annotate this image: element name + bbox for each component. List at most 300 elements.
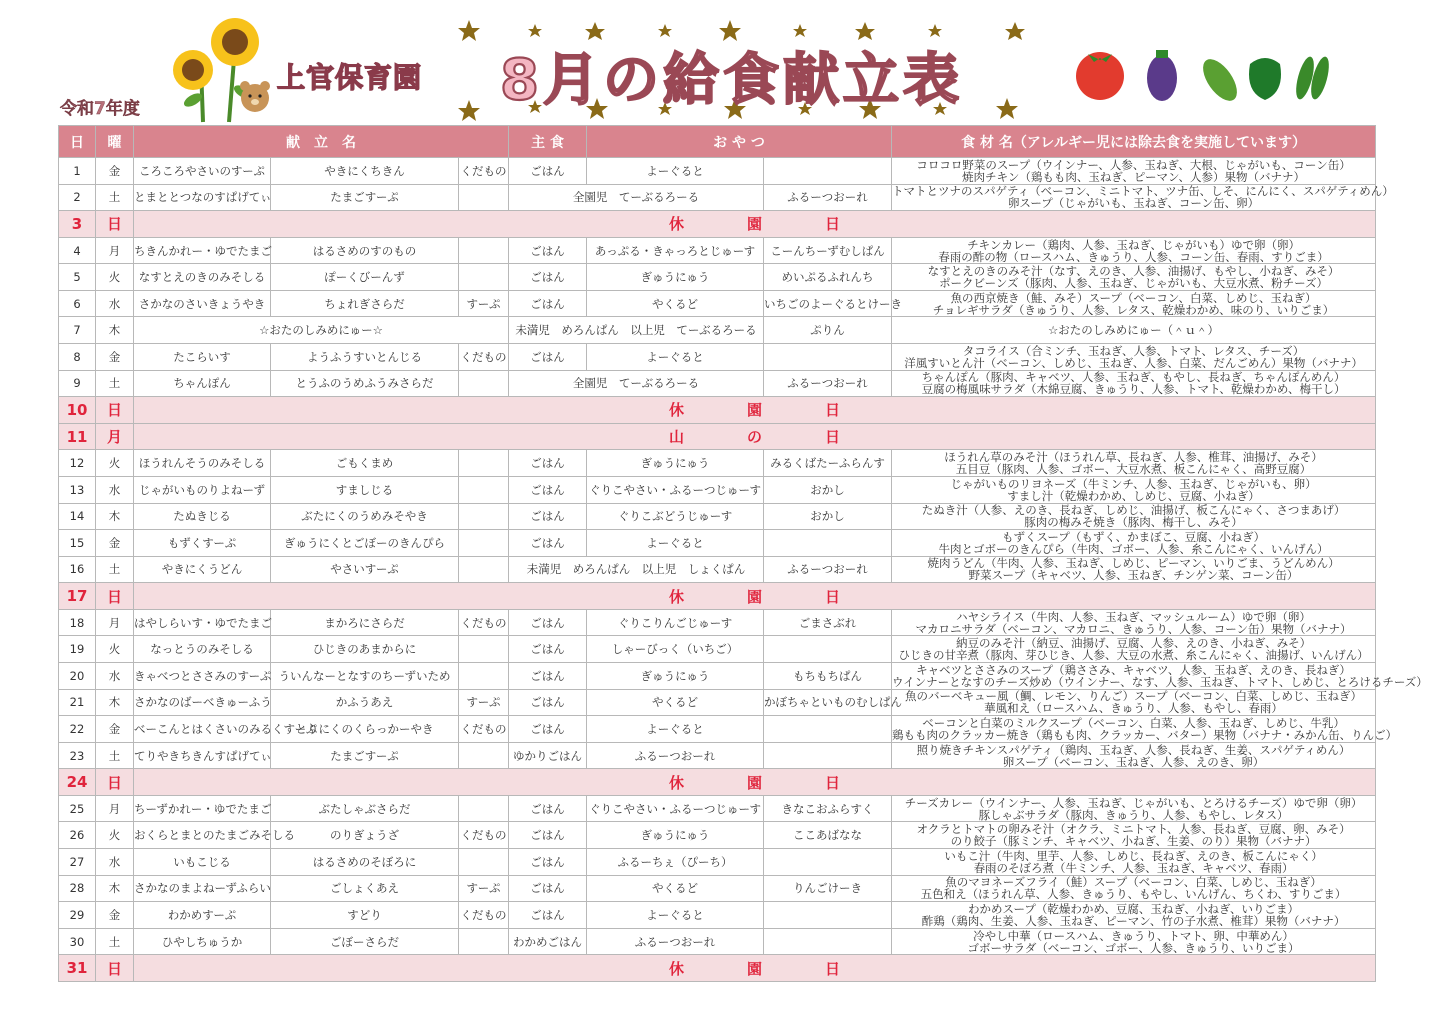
day-cell: 10	[59, 397, 96, 424]
weekday-cell: 日	[96, 397, 134, 424]
dish-extra-cell: くだもの	[459, 609, 509, 636]
ingredients-line: 春雨のそぼろ煮（牛ミンチ、人参、玉ねぎ、キャベツ、春雨）	[973, 860, 1294, 875]
ingredients-line: 魚のバーベキュー風（鯛、レモン、りんご）スープ（ベーコン、白菜、しめじ、玉ねぎ）	[905, 689, 1363, 704]
col-staple: 主 食	[509, 126, 587, 158]
ingredients-line: チョレギサラダ（きゅうり、人参、レタス、乾燥わかめ、味のり、いりごま）	[932, 302, 1335, 317]
snack-cell: ぎゅうにゅう	[587, 450, 764, 477]
col-ingredients: 食 材 名（アレルギー児には除去食を実施しています）	[892, 126, 1376, 158]
ingredients-line: もずくスープ（もずく、かまぼこ、豆腐、小ねぎ）	[1001, 529, 1266, 544]
dish-cell: やきにくうどん	[134, 556, 271, 583]
dish-cell: とまととつなのすぱげてぃ	[134, 184, 271, 211]
dish-cell: ひやしちゅうか	[134, 928, 271, 955]
staple-cell: ごはん	[509, 662, 587, 689]
dish-cell: ごしょくあえ	[271, 875, 459, 902]
ingredients-cell	[892, 290, 1376, 317]
snack-cell: りんごけーき	[764, 875, 892, 902]
staple-cell: ごはん	[509, 344, 587, 371]
ingredients-line: マカロニサラダ（ベーコン、マカロニ、きゅうり、人参、コーン缶）果物（バナナ）	[915, 621, 1352, 636]
ingredients-line: 牛肉とゴボーのきんぴら（牛肉、ゴボー、人参、糸こんにゃく、いんげん）	[938, 541, 1329, 556]
weekday-cell: 水	[96, 476, 134, 503]
table-row	[59, 689, 1376, 716]
dish-cell: べーこんとはくさいのみるくすーぷ	[134, 716, 271, 743]
snack-cell	[764, 928, 892, 955]
snack-cell: ぐりこやさい・ふるーつじゅーす	[587, 795, 764, 822]
ingredients-line: ひじきの甘辛煮（豚肉、芽ひじき、人参、大豆の水煮、糸こんにゃく、油揚げ、いんげん）	[898, 648, 1369, 663]
ingredients-line: タコライス（合ミンチ、玉ねぎ、人参、トマト、レタス、チーズ）	[962, 343, 1305, 358]
snack-cell: ぷりん	[764, 317, 892, 344]
dish-extra-cell: くだもの	[459, 344, 509, 371]
dish-cell: すどり	[271, 902, 459, 929]
snack-cell: きなこおふらすく	[764, 795, 892, 822]
staple-cell: ごはん	[509, 849, 587, 876]
dish-cell: ぶたにくのうめみそやき	[271, 503, 459, 530]
weekday-cell: 月	[96, 795, 134, 822]
table-row	[59, 344, 1376, 371]
weekday-cell: 木	[96, 689, 134, 716]
snack-cell: ぐりこやさい・ふるーつじゅーす	[587, 476, 764, 503]
weekday-cell: 土	[96, 928, 134, 955]
dish-cell: さかなのまよねーずふらい	[134, 875, 271, 902]
closed-label-char: 日	[825, 215, 841, 234]
ingredients-line: たぬき汁（人参、えのき、長ねぎ、しめじ、油揚げ、板こんにゃく、さつまあげ）	[921, 503, 1346, 518]
day-cell: 17	[59, 583, 96, 610]
day-cell: 19	[59, 636, 96, 663]
dish-extra-cell: くだもの	[459, 716, 509, 743]
ingredients-line: 焼肉チキン（鶏もも肉、玉ねぎ、ピーマン、人参）果物（バナナ）	[962, 169, 1306, 184]
day-cell: 29	[59, 902, 96, 929]
staple-cell: ごはん	[509, 450, 587, 477]
weekday-cell: 火	[96, 636, 134, 663]
dish-extra-cell	[459, 636, 509, 663]
dish-cell: ぽーくびーんず	[271, 264, 459, 291]
table-row	[59, 636, 1376, 663]
staple-cell: 全園児 てーぶるろーる	[509, 370, 764, 397]
ingredients-cell	[892, 822, 1376, 849]
closed-label-char: 日	[825, 587, 841, 606]
table-row	[59, 530, 1376, 557]
staple-cell: ごはん	[509, 902, 587, 929]
dish-cell: とりにくのくらっかーやき	[271, 716, 459, 743]
day-cell: 9	[59, 370, 96, 397]
day-cell: 27	[59, 849, 96, 876]
table-row	[59, 609, 1376, 636]
table-header	[59, 126, 1376, 158]
ingredients-cell	[892, 875, 1376, 902]
snack-cell: しゃーびっく（いちご）	[587, 636, 764, 663]
weekday-cell: 土	[96, 742, 134, 769]
dish-cell: ちゃんぽん	[134, 370, 271, 397]
closed-label-char: 休	[669, 401, 685, 420]
dish-cell: ぎゅうにくとごぼーのきんぴら	[271, 530, 459, 557]
table-row	[59, 211, 1376, 238]
staple-cell: ごはん	[509, 264, 587, 291]
ingredients-cell	[892, 636, 1376, 663]
dish-extra-cell: くだもの	[459, 902, 509, 929]
day-cell: 30	[59, 928, 96, 955]
snack-cell: よーぐると	[587, 158, 764, 185]
staple-cell: ごはん	[509, 875, 587, 902]
ingredients-line: 鶏もも肉のクラッカー焼き（鶏もも肉、クラッカー、バター）果物（バナナ・みかん缶、りんご）	[892, 727, 1398, 742]
dish-cell: やさいすーぷ	[271, 556, 459, 583]
dish-cell: ごもくまめ	[271, 450, 459, 477]
table-row	[59, 795, 1376, 822]
weekday-cell: 金	[96, 344, 134, 371]
closed-label	[134, 955, 1376, 982]
ingredients-line: なすとえのきのみそ汁（なす、えのき、人参、油揚げ、もやし、小ねぎ、みそ）	[927, 264, 1340, 279]
table-row	[59, 423, 1376, 450]
dish-extra-cell: くだもの	[459, 158, 509, 185]
ingredients-cell	[892, 237, 1376, 264]
dish-cell: てりやきちきんすぱげてぃ	[134, 742, 271, 769]
snack-cell: ごまさぶれ	[764, 609, 892, 636]
closed-label-char: 園	[747, 215, 763, 234]
snack-cell: もちもちぱん	[764, 662, 892, 689]
weekday-cell: 水	[96, 290, 134, 317]
ingredients-cell	[892, 476, 1376, 503]
weekday-cell: 木	[96, 317, 134, 344]
dish-cell: たぬきじる	[134, 503, 271, 530]
ingredients-line: トマトとツナのスパゲティ（ベーコン、ミニトマト、ツナ缶、しそ、にんにく、スパゲティめん）	[892, 184, 1394, 199]
snack-cell: やくるど	[587, 290, 764, 317]
ingredients-line: 酢鶏（鶏肉、生姜、人参、玉ねぎ、ピーマン、竹の子水煮、椎茸）果物（バナナ）	[921, 913, 1346, 928]
table-row	[59, 822, 1376, 849]
ingredients-cell	[892, 742, 1376, 769]
staple-cell: ごはん	[509, 476, 587, 503]
weekday-cell: 木	[96, 503, 134, 530]
snack-cell: おかし	[764, 503, 892, 530]
weekday-cell: 金	[96, 902, 134, 929]
day-cell: 25	[59, 795, 96, 822]
dish-extra-cell	[459, 450, 509, 477]
dish-cell: とうふのうめふうみさらだ	[271, 370, 459, 397]
school-name: 上官保育園	[277, 61, 423, 94]
dish-cell: ひじきのあまからに	[271, 636, 459, 663]
table-row	[59, 662, 1376, 689]
staple-cell: 全園児 てーぶるろーる	[509, 184, 764, 211]
table-row	[59, 450, 1376, 477]
snack-cell	[764, 344, 892, 371]
day-cell: 3	[59, 211, 96, 238]
snack-cell: やくるど	[587, 689, 764, 716]
ingredients-line: のり餃子（豚ミンチ、キャベツ、小ねぎ、生姜、のり）果物（バナナ）	[950, 834, 1317, 849]
dish-cell: のりぎょうざ	[271, 822, 459, 849]
closed-label-char: 休	[669, 215, 685, 234]
day-cell: 23	[59, 742, 96, 769]
ingredients-cell	[892, 902, 1376, 929]
snack-cell: ぎゅうにゅう	[587, 822, 764, 849]
dish-cell: たまごすーぷ	[271, 742, 459, 769]
dish-cell: なっとうのみそしる	[134, 636, 271, 663]
ingredients-line: 五色和え（ほうれん草、人参、きゅうり、もやし、いんげん、ちくわ、すりごま）	[920, 887, 1347, 902]
table-row	[59, 503, 1376, 530]
ingredients-line: ゴボーサラダ（ベーコン、ゴボー、人参、きゅうり、いりごま）	[967, 940, 1300, 955]
col-dish: 献 立 名	[134, 126, 509, 158]
staple-cell: ごはん	[509, 822, 587, 849]
ingredients-line: ハヤシライス（牛肉、人参、玉ねぎ、マッシュルーム）ゆで卵（卵）	[956, 609, 1311, 624]
table-row	[59, 955, 1376, 982]
closed-label	[134, 423, 1376, 450]
dish-cell: ちょれぎさらだ	[271, 290, 459, 317]
ingredients-line: オクラとトマトの卵みそ汁（オクラ、ミニトマト、人参、長ねぎ、豆腐、卵、みそ）	[916, 822, 1351, 837]
staple-cell: ごはん	[509, 795, 587, 822]
dish-extra-cell	[459, 184, 509, 211]
ingredients-line: チキンカレー（鶏肉、人参、玉ねぎ、じゃがいも）ゆで卵（卵）	[967, 237, 1300, 252]
ingredients-cell	[892, 849, 1376, 876]
day-cell: 12	[59, 450, 96, 477]
snack-cell: おかし	[764, 476, 892, 503]
staple-cell: 未満児 めろんぱん 以上児 てーぶるろーる	[509, 317, 764, 344]
dish-cell: もずくすーぷ	[134, 530, 271, 557]
day-cell: 8	[59, 344, 96, 371]
closed-label-char: 休	[669, 773, 685, 792]
snack-cell	[764, 849, 892, 876]
table-row	[59, 716, 1376, 743]
dish-cell: ようふうすいとんじる	[271, 344, 459, 371]
staple-cell: ごはん	[509, 530, 587, 557]
ingredients-line: わかめスープ（乾燥わかめ、豆腐、玉ねぎ、小ねぎ、いりごま）	[968, 901, 1300, 916]
page-header	[0, 0, 1433, 124]
closed-label-char: 山	[669, 428, 685, 447]
snack-cell: いちごのよーぐるとけーき	[764, 290, 892, 317]
ingredients-line: ポークビーンズ（豚肉、人参、玉ねぎ、じゃがいも、大豆水煮、粉チーズ）	[939, 276, 1328, 291]
ingredients-cell	[892, 450, 1376, 477]
day-cell: 21	[59, 689, 96, 716]
table-row	[59, 370, 1376, 397]
ingredients-line: 卵スープ（じゃがいも、玉ねぎ、コーン缶、卵）	[1007, 196, 1260, 211]
weekday-cell: 金	[96, 716, 134, 743]
dish-cell: はるさめのそぼろに	[271, 849, 459, 876]
dish-extra-cell: すーぷ	[459, 875, 509, 902]
weekday-cell: 日	[96, 211, 134, 238]
snack-cell: よーぐると	[587, 902, 764, 929]
dish-cell: ちきんかれー・ゆでたまご	[134, 237, 271, 264]
snack-cell: ぐりこりんごじゅーす	[587, 609, 764, 636]
dish-extra-cell	[459, 928, 509, 955]
staple-cell: ごはん	[509, 503, 587, 530]
ingredients-line: ベーコンと白菜のミルクスープ（ベーコン、白菜、人参、玉ねぎ、しめじ、牛乳）	[922, 715, 1345, 730]
ingredients-line: 野菜スープ（キャベツ、人参、玉ねぎ、チンゲン菜、コーン缶）	[968, 568, 1299, 583]
day-cell: 14	[59, 503, 96, 530]
dish-extra-cell	[459, 237, 509, 264]
table-row	[59, 264, 1376, 291]
closed-label	[134, 583, 1376, 610]
ingredients-cell	[892, 158, 1376, 185]
ingredients-line: チーズカレー（ウインナー、人参、玉ねぎ、じゃがいも、とろけるチーズ）ゆで卵（卵）	[904, 795, 1363, 810]
snack-cell: ぎゅうにゅう	[587, 662, 764, 689]
dish-cell: わかめすーぷ	[134, 902, 271, 929]
snack-cell	[764, 902, 892, 929]
dish-extra-cell	[459, 662, 509, 689]
ingredients-cell	[892, 370, 1376, 397]
dish-cell: すましじる	[271, 476, 459, 503]
ingredients-line: ほうれん草のみそ汁（ほうれん草、長ねぎ、人参、椎茸、油揚げ、みそ）	[944, 450, 1323, 465]
dish-cell: ぶたしゃぶさらだ	[271, 795, 459, 822]
dish-extra-cell: すーぷ	[459, 290, 509, 317]
ingredients-cell	[892, 503, 1376, 530]
weekday-cell: 土	[96, 370, 134, 397]
table-row	[59, 476, 1376, 503]
dish-extra-cell	[459, 264, 509, 291]
day-cell: 24	[59, 769, 96, 796]
dish-cell: たこらいす	[134, 344, 271, 371]
weekday-cell: 火	[96, 264, 134, 291]
staple-cell: わかめごはん	[509, 928, 587, 955]
snack-cell	[764, 158, 892, 185]
staple-cell: ごはん	[509, 636, 587, 663]
dish-cell: さかなのさいきょうやき	[134, 290, 271, 317]
closed-label-char: 日	[825, 401, 841, 420]
snack-cell: めいぷるふれんち	[764, 264, 892, 291]
snack-cell	[764, 530, 892, 557]
weekday-cell: 金	[96, 158, 134, 185]
table-row	[59, 556, 1376, 583]
snack-cell: よーぐると	[587, 530, 764, 557]
col-snack: お や つ	[587, 126, 892, 158]
dish-cell: ういんなーとなすのちーずいため	[271, 662, 459, 689]
closed-label-char: 休	[669, 587, 685, 606]
dish-cell: きゃべつとささみのすーぷ	[134, 662, 271, 689]
weekday-cell: 月	[96, 423, 134, 450]
table-row	[59, 742, 1376, 769]
ingredients-line: 納豆のみそ汁（納豆、油揚げ、豆腐、人参、えのき、小ねぎ、みそ）	[955, 636, 1312, 651]
closed-label-char: 日	[825, 773, 841, 792]
closed-label-char: 園	[747, 959, 763, 978]
snack-cell: かぼちゃといものむしぱん	[764, 689, 892, 716]
ingredients-line: 豚しゃぶサラダ（豚肉、きゅうり、人参、もやし、レタス）	[978, 807, 1289, 822]
ingredients-line: 照り焼きチキンスパゲティ（鶏肉、玉ねぎ、人参、長ねぎ、生姜、スパゲティめん）	[916, 742, 1351, 757]
day-cell: 6	[59, 290, 96, 317]
ingredients-line: 五目豆（豚肉、人参、ゴボー、大豆水煮、板こんにゃく、高野豆腐）	[955, 462, 1312, 477]
staple-cell: ごはん	[509, 158, 587, 185]
ingredients-line: ウインナーとなすのチーズ炒め（ウインナー、なす、人参、玉ねぎ、トマト、しめじ、とろけるチーズ）	[892, 674, 1428, 689]
ingredients-cell	[892, 184, 1394, 211]
table-row	[59, 583, 1376, 610]
day-cell: 26	[59, 822, 96, 849]
weekday-cell: 月	[96, 237, 134, 264]
ingredients-line: コロコロ野菜のスープ（ウインナー、人参、玉ねぎ、大根、じゃがいも、コーン缶）	[916, 157, 1351, 172]
staple-cell: ごはん	[509, 689, 587, 716]
snack-cell: ふるーつおーれ	[764, 184, 892, 211]
weekday-cell: 日	[96, 955, 134, 982]
day-cell: 7	[59, 317, 96, 344]
snack-cell: みるくばたーふらんす	[764, 450, 892, 477]
weekday-cell: 火	[96, 822, 134, 849]
dish-cell: いもこじる	[134, 849, 271, 876]
day-cell: 28	[59, 875, 96, 902]
table-row	[59, 397, 1376, 424]
day-cell: 31	[59, 955, 96, 982]
ingredients-cell: ☆おたのしみめにゅー（＾ｕ＾）	[892, 317, 1376, 344]
sunflower-bear-icon	[163, 12, 283, 124]
dish-extra-cell	[459, 795, 509, 822]
dish-cell: かふうあえ	[271, 689, 459, 716]
day-cell: 2	[59, 184, 96, 211]
closed-label-char: 園	[747, 587, 763, 606]
weekday-cell: 日	[96, 769, 134, 796]
snack-cell: あっぷる・きゃっろとじゅーす	[587, 237, 764, 264]
ingredients-line: いもこ汁（牛肉、里芋、人参、しめじ、長ねぎ、えのき、板こんにゃく）	[944, 848, 1323, 863]
snack-cell: ぐりこぶどうじゅーす	[587, 503, 764, 530]
day-cell: 5	[59, 264, 96, 291]
closed-label	[134, 211, 1376, 238]
weekday-cell: 土	[96, 184, 134, 211]
snack-cell: ふるーちぇ（ぴーち）	[587, 849, 764, 876]
weekday-cell: 金	[96, 530, 134, 557]
day-cell: 16	[59, 556, 96, 583]
ingredients-cell	[892, 662, 1428, 689]
col-weekday: 曜	[96, 126, 134, 158]
dish-extra-cell	[459, 370, 509, 397]
snack-cell	[764, 636, 892, 663]
ingredients-cell	[892, 609, 1376, 636]
ingredients-line: 焼肉うどん（牛肉、人参、玉ねぎ、しめじ、ピーマン、いりごま、うどんめん）	[927, 556, 1340, 571]
ingredients-line: 魚のマヨネーズフライ（鮭）スープ（ベーコン、白菜、しめじ、玉ねぎ）	[945, 875, 1322, 890]
ingredients-cell	[892, 264, 1376, 291]
staple-cell: 未満児 めろんぱん 以上児 しょくぱん	[509, 556, 764, 583]
snack-cell: ふるーつおーれ	[764, 556, 892, 583]
closed-label-char: の	[747, 428, 763, 447]
ingredients-line: 洋風すいとん汁（ベーコン、しめじ、玉ねぎ、人参、白菜、だんごめん）果物（バナナ）	[904, 355, 1363, 370]
day-cell: 4	[59, 237, 96, 264]
day-cell: 18	[59, 609, 96, 636]
snack-cell: ふるーつおーれ	[587, 928, 764, 955]
dish-cell: まかろにさらだ	[271, 609, 459, 636]
day-cell: 15	[59, 530, 96, 557]
table-row	[59, 875, 1376, 902]
closed-label-char: 日	[825, 959, 841, 978]
ingredients-cell	[892, 530, 1376, 557]
ingredients-line: 冷やし中華（ロースハム、きゅうり、トマト、卵、中華めん）	[973, 928, 1294, 943]
dish-cell: おくらとまとのたまごみそしる	[134, 822, 271, 849]
snack-cell: よーぐると	[587, 716, 764, 743]
staple-cell: ごはん	[509, 716, 587, 743]
dish-cell: ちーずかれー・ゆでたまご	[134, 795, 271, 822]
table-row	[59, 317, 1376, 344]
dish-extra-cell: すーぷ	[459, 689, 509, 716]
ingredients-line: 豆腐の梅風味サラダ（木綿豆腐、きゅうり、人参、トマト、乾燥わかめ、梅干し）	[921, 382, 1346, 397]
ingredients-line: ちゃんぽん（豚肉、キャベツ、人参、玉ねぎ、もやし、長ねぎ、ちゃんぽんめん）	[921, 370, 1346, 385]
dish-extra-cell	[459, 742, 509, 769]
ingredients-line: キャベツとささみのスープ（鶏ささみ、キャベツ、人参、玉ねぎ、えのき、長ねぎ）	[916, 662, 1351, 677]
table-row	[59, 290, 1376, 317]
weekday-cell: 土	[96, 556, 134, 583]
dish-cell: さかなのばーべきゅーふう	[134, 689, 271, 716]
dish-cell: ころころやさいのすーぷ	[134, 158, 271, 185]
col-day: 日	[59, 126, 96, 158]
vegetables-icon	[1070, 42, 1340, 104]
table-row	[59, 849, 1376, 876]
dish-extra-cell	[459, 556, 509, 583]
snack-cell: やくるど	[587, 875, 764, 902]
closed-label-char: 休	[669, 959, 685, 978]
ingredients-line: 華風和え（ロースハム、きゅうり、人参、もやし、春雨）	[984, 701, 1283, 716]
dish-cell: はるさめのすのもの	[271, 237, 459, 264]
closed-label-char: 園	[747, 773, 763, 792]
dish-cell: ほうれんそうのみそしる	[134, 450, 271, 477]
staple-cell: ごはん	[509, 609, 587, 636]
fiscal-year-label: 令和7年度	[60, 99, 140, 119]
snack-cell: ぎゅうにゅう	[587, 264, 764, 291]
table-row	[59, 928, 1376, 955]
closed-label	[134, 769, 1376, 796]
weekday-cell: 木	[96, 875, 134, 902]
dish-cell: じゃがいものりよねーず	[134, 476, 271, 503]
ingredients-cell	[892, 715, 1398, 743]
staple-cell: ゆかりごはん	[509, 742, 587, 769]
ingredients-line: 卵スープ（ベーコン、玉ねぎ、人参、えのき、卵）	[1002, 754, 1265, 769]
day-cell: 13	[59, 476, 96, 503]
weekday-cell: 火	[96, 450, 134, 477]
